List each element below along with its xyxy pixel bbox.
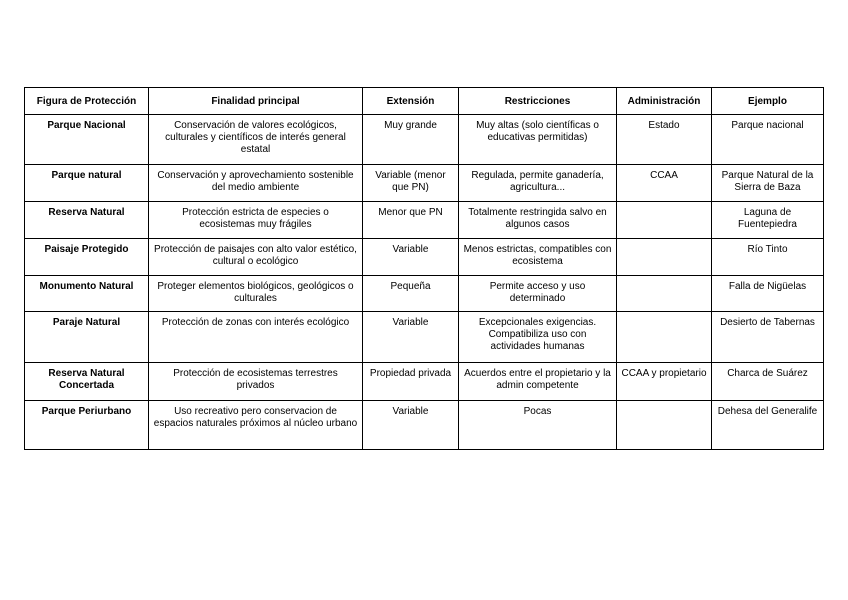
cell-restricciones: Excepcionales exigencias. Compatibiliza uso con actividades humanas xyxy=(459,312,617,363)
table-row xyxy=(25,115,824,165)
cell-figura: Paisaje Protegido xyxy=(25,239,149,276)
cell-ejemplo: Río Tinto xyxy=(712,239,824,276)
cell-finalidad: Conservación y aprovechamiento sostenible del medio ambiente xyxy=(149,165,363,202)
cell-extension: Variable xyxy=(363,312,459,363)
cell-finalidad: Protección estricta de especies o ecosistemas muy frágiles xyxy=(149,202,363,239)
cell-figura: Reserva Natural Concertada xyxy=(25,363,149,401)
cell-figura: Reserva Natural xyxy=(25,202,149,239)
cell-ejemplo: Desierto de Tabernas xyxy=(712,312,824,363)
cell-ejemplo: Laguna de Fuentepiedra xyxy=(712,202,824,239)
header-row xyxy=(25,88,824,115)
cell-figura: Monumento Natural xyxy=(25,276,149,312)
table-row xyxy=(25,165,824,202)
cell-figura: Paraje Natural xyxy=(25,312,149,363)
cell-administracion xyxy=(617,202,712,239)
cell-administracion: Estado xyxy=(617,115,712,165)
cell-restricciones: Muy altas (solo científicas o educativas permitidas) xyxy=(459,115,617,165)
cell-extension: Variable xyxy=(363,239,459,276)
cell-extension: Pequeña xyxy=(363,276,459,312)
cell-administracion: CCAA y propietario xyxy=(617,363,712,401)
cell-extension: Muy grande xyxy=(363,115,459,165)
table-header xyxy=(25,88,824,115)
cell-finalidad: Uso recreativo pero conservacion de espacios naturales próximos al núcleo urbano xyxy=(149,401,363,450)
table-row xyxy=(25,363,824,401)
cell-finalidad: Protección de paisajes con alto valor estético, cultural o ecológico xyxy=(149,239,363,276)
header-ejemplo: Ejemplo xyxy=(712,88,824,115)
header-extension: Extensión xyxy=(363,88,459,115)
cell-extension: Variable xyxy=(363,401,459,450)
cell-restricciones: Menos estrictas, compatibles con ecosistema xyxy=(459,239,617,276)
table-row xyxy=(25,239,824,276)
header-figura: Figura de Protección xyxy=(25,88,149,115)
cell-ejemplo: Parque nacional xyxy=(712,115,824,165)
cell-ejemplo: Falla de Nigüelas xyxy=(712,276,824,312)
cell-figura: Parque Periurbano xyxy=(25,401,149,450)
protection-figures-table xyxy=(24,87,824,450)
cell-restricciones: Regulada, permite ganadería, agricultura... xyxy=(459,165,617,202)
cell-ejemplo: Charca de Suárez xyxy=(712,363,824,401)
cell-figura: Parque natural xyxy=(25,165,149,202)
header-administracion: Administración xyxy=(617,88,712,115)
cell-ejemplo: Dehesa del Generalife xyxy=(712,401,824,450)
cell-restricciones: Pocas xyxy=(459,401,617,450)
table-row xyxy=(25,401,824,450)
cell-administracion xyxy=(617,401,712,450)
cell-restricciones: Permite acceso y uso determinado xyxy=(459,276,617,312)
cell-extension: Propiedad privada xyxy=(363,363,459,401)
cell-restricciones: Acuerdos entre el propietario y la admin competente xyxy=(459,363,617,401)
cell-restricciones: Totalmente restringida salvo en algunos casos xyxy=(459,202,617,239)
cell-administracion xyxy=(617,276,712,312)
table-body xyxy=(25,115,824,450)
cell-extension: Menor que PN xyxy=(363,202,459,239)
header-restricciones: Restricciones xyxy=(459,88,617,115)
cell-administracion xyxy=(617,312,712,363)
cell-finalidad: Protección de zonas con interés ecológico xyxy=(149,312,363,363)
table-row xyxy=(25,202,824,239)
cell-finalidad: Protección de ecosistemas terrestres privados xyxy=(149,363,363,401)
cell-extension: Variable (menor que PN) xyxy=(363,165,459,202)
cell-ejemplo: Parque Natural de la Sierra de Baza xyxy=(712,165,824,202)
cell-finalidad: Proteger elementos biológicos, geológicos o culturales xyxy=(149,276,363,312)
cell-finalidad: Conservación de valores ecológicos, culturales y científicos de interés general estatal xyxy=(149,115,363,165)
table-row xyxy=(25,276,824,312)
cell-administracion: CCAA xyxy=(617,165,712,202)
cell-administracion xyxy=(617,239,712,276)
table-row xyxy=(25,312,824,363)
cell-figura: Parque Nacional xyxy=(25,115,149,165)
header-finalidad: Finalidad principal xyxy=(149,88,363,115)
